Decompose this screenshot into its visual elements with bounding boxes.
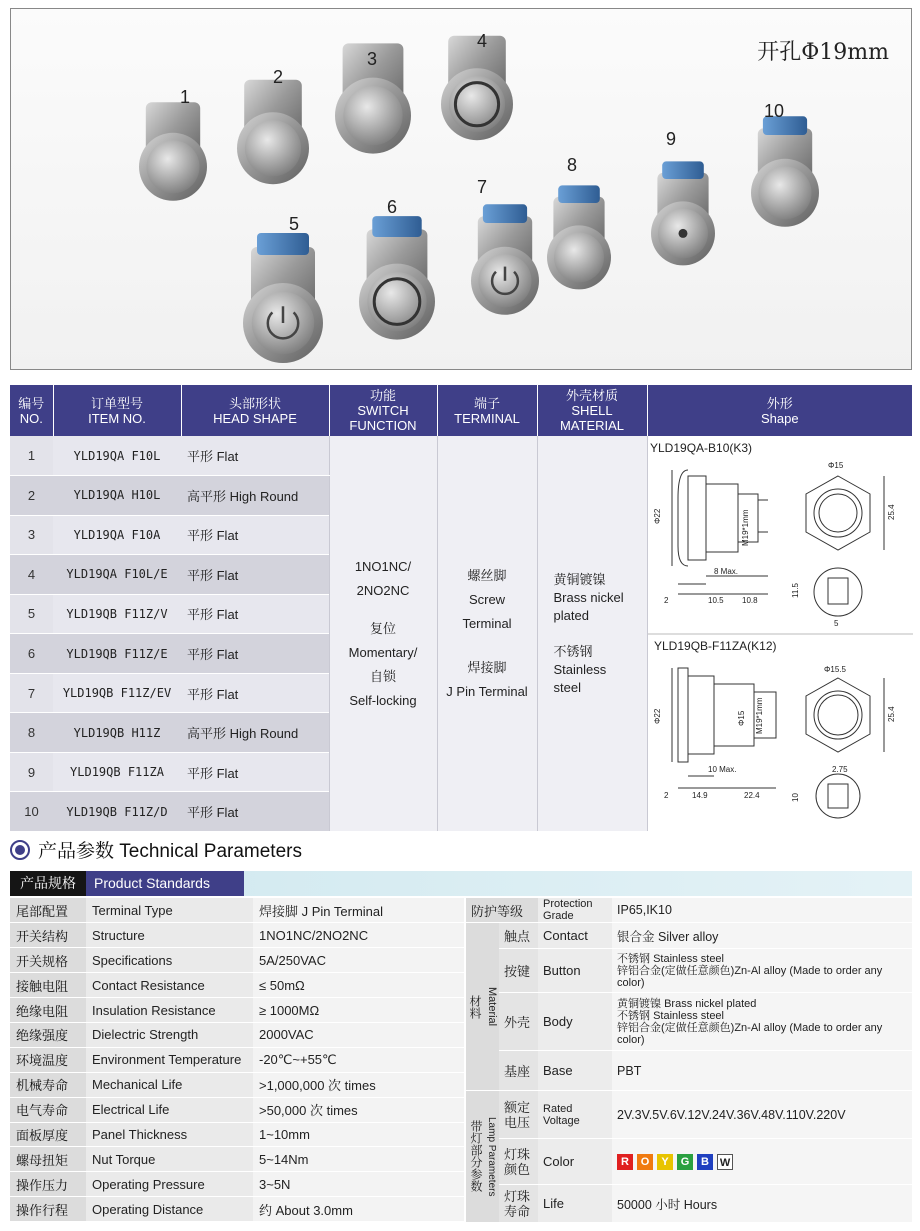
param-value: 2000VAC xyxy=(253,1022,464,1047)
drawing-b-dim-4: 10 Max. xyxy=(707,765,736,774)
param-cn: 螺母扭矩 xyxy=(10,1147,86,1172)
param-cn: 开关规格 xyxy=(10,948,86,973)
body-en: Body xyxy=(538,993,612,1051)
base-en: Base xyxy=(538,1051,612,1091)
row-head-shape: 平形 Flat xyxy=(181,555,329,595)
row-no: 1 xyxy=(10,436,53,476)
param-en: Nut Torque xyxy=(86,1147,253,1172)
color-cn: 灯珠颜色 xyxy=(499,1139,538,1185)
tech-params-heading xyxy=(10,836,302,863)
row-no: 10 xyxy=(10,792,53,832)
row-no: 7 xyxy=(10,673,53,713)
row-item-no: YLD19QB F11Z/D xyxy=(53,792,181,832)
param-en: Terminal Type xyxy=(86,898,253,923)
material-label: 材料 Material xyxy=(466,923,499,1091)
drawing-b-dim-6: 14.9 xyxy=(691,791,708,800)
header-terminal: 端子 TERMINAL xyxy=(437,385,537,436)
param-value: ≤ 50mΩ xyxy=(253,973,464,998)
param-en: Environment Temperature xyxy=(86,1047,253,1072)
color-chips xyxy=(612,1139,912,1185)
banner-cn: 产品规格 xyxy=(10,871,86,896)
param-row xyxy=(10,1022,464,1047)
param-en: Insulation Resistance xyxy=(86,998,253,1023)
param-en: Panel Thickness xyxy=(86,1122,253,1147)
param-cn: 面板厚度 xyxy=(10,1122,86,1147)
param-cn: 绝缘强度 xyxy=(10,1022,86,1047)
drawing-b-dim-5: 2 xyxy=(663,791,668,800)
body-row xyxy=(466,993,912,1051)
row-item-no: YLD19QB F11Z/V xyxy=(53,594,181,634)
voltage-cn: 额定电压 xyxy=(499,1091,538,1139)
header-item-no: 订单型号 ITEM NO. xyxy=(53,385,181,436)
param-cn: 绝缘电阻 xyxy=(10,998,86,1023)
protection-row xyxy=(466,898,912,923)
drawing-b-dim-1: Φ22 xyxy=(652,708,662,724)
param-en: Dielectric Strength xyxy=(86,1022,253,1047)
param-cn: 电气寿命 xyxy=(10,1097,86,1122)
drawing-a-dim-6: 10.8 xyxy=(741,596,758,605)
switch-number-1: 1 xyxy=(180,87,191,107)
lamp-params-label: 带灯部分参数 Lamp Parameters xyxy=(466,1091,499,1223)
contact-en: Contact xyxy=(538,923,612,949)
switch-number-3: 3 xyxy=(367,49,378,69)
row-head-shape: 高平形 High Round xyxy=(181,713,329,753)
param-en: Structure xyxy=(86,923,253,948)
param-cn: 环境温度 xyxy=(10,1047,86,1072)
param-row xyxy=(10,898,464,923)
switch-number-2: 2 xyxy=(273,67,284,87)
param-value: >1,000,000 次 times xyxy=(253,1072,464,1097)
table-row xyxy=(10,436,912,476)
row-head-shape: 平形 Flat xyxy=(181,594,329,634)
button-value: 不锈钢 Stainless steel 锌铝合金(定做任意颜色)Zn-Al alloy (Made to order any color) xyxy=(612,949,912,993)
param-cn: 操作行程 xyxy=(10,1197,86,1222)
drawing-b-dim-0: Φ15.5 xyxy=(823,665,846,674)
product-standards-banner xyxy=(10,871,912,896)
protection-value: IP65,IK10 xyxy=(612,898,912,923)
body-cn: 外壳 xyxy=(499,993,538,1051)
param-row xyxy=(10,1122,464,1147)
param-row xyxy=(10,1172,464,1197)
button-cn: 按键 xyxy=(499,949,538,993)
push-button-switch-5 xyxy=(243,233,323,363)
base-cn: 基座 xyxy=(499,1051,538,1091)
row-head-shape: 平形 Flat xyxy=(181,752,329,792)
param-cn: 机械寿命 xyxy=(10,1072,86,1097)
header-switch-function: 功能 SWITCH FUNCTION xyxy=(329,385,437,436)
color-row xyxy=(466,1139,912,1185)
drawing-a-title: YLD19QA-B10(K3) xyxy=(649,441,752,455)
life-value: 50000 小时 Hours xyxy=(612,1185,912,1223)
param-row xyxy=(10,923,464,948)
row-no: 8 xyxy=(10,713,53,753)
drawing-a-dim-8: 11.5 xyxy=(790,583,800,598)
switch-number-7: 7 xyxy=(477,177,488,197)
param-row xyxy=(10,1047,464,1072)
switch-function-cell: 1NO1NC/ 2NO2NC 复位 Momentary/ 自锁 Self-locking xyxy=(329,436,437,832)
row-head-shape: 平形 Flat xyxy=(181,515,329,555)
row-no: 3 xyxy=(10,515,53,555)
row-head-shape: 高平形 High Round xyxy=(181,476,329,516)
row-no: 2 xyxy=(10,476,53,516)
param-value: 1NO1NC/2NO2NC xyxy=(253,923,464,948)
push-button-switch-8 xyxy=(547,185,611,289)
drawing-a-dim-4: 2 xyxy=(663,596,668,605)
drawing-b-dim-7: 22.4 xyxy=(743,791,760,800)
drawing-a-front-view xyxy=(806,476,884,616)
tech-params-title: 产品参数 Technical Parameters xyxy=(38,841,302,862)
panel-hole-label: 开孔Φ19mm xyxy=(757,40,889,65)
bullet-circle-icon xyxy=(10,840,30,860)
switch-number-8: 8 xyxy=(567,155,578,175)
row-item-no: YLD19QB F11Z/EV xyxy=(53,673,181,713)
param-en: Specifications xyxy=(86,948,253,973)
param-cn: 尾部配置 xyxy=(10,898,86,923)
param-value: -20℃~+55℃ xyxy=(253,1047,464,1072)
voltage-row xyxy=(466,1091,912,1139)
param-value: 焊接脚 J Pin Terminal xyxy=(253,898,464,923)
drawing-a-dim-1: Φ22 xyxy=(652,508,662,524)
base-row xyxy=(466,1051,912,1091)
led-color-chip: R xyxy=(617,1154,633,1170)
param-row xyxy=(10,1197,464,1222)
switch-number-10: 10 xyxy=(764,101,785,121)
row-item-no: YLD19QA F10L xyxy=(53,436,181,476)
param-row xyxy=(10,1072,464,1097)
product-photo-panel xyxy=(10,8,912,370)
row-item-no: YLD19QB H11Z xyxy=(53,713,181,753)
shape-drawing-cell xyxy=(647,436,912,832)
drawing-b-front-view xyxy=(806,678,884,818)
drawing-b-dim-2: Φ15 xyxy=(736,710,746,726)
row-no: 9 xyxy=(10,752,53,792)
param-value: ≥ 1000MΩ xyxy=(253,998,464,1023)
button-row xyxy=(466,949,912,993)
dimension-drawing xyxy=(648,436,913,831)
contact-value: 银合金 Silver alloy xyxy=(612,923,912,949)
param-cn: 开关结构 xyxy=(10,923,86,948)
drawing-a-dim-3: 8 Max. xyxy=(713,567,738,576)
push-button-switch-10 xyxy=(751,116,819,227)
row-no: 4 xyxy=(10,555,53,595)
led-color-chip: Y xyxy=(657,1154,673,1170)
param-row xyxy=(10,948,464,973)
life-en: Life xyxy=(538,1185,612,1223)
drawing-a-dim-2: M19*1mm xyxy=(740,509,750,546)
base-value: PBT xyxy=(612,1051,912,1091)
param-value: 3~5N xyxy=(253,1172,464,1197)
drawing-b-title: YLD19QB-F11ZA(K12) xyxy=(653,639,776,653)
param-en: Contact Resistance xyxy=(86,973,253,998)
switch-number-6: 6 xyxy=(387,197,398,217)
header-shape: 外形 Shape xyxy=(647,385,912,436)
param-row xyxy=(10,973,464,998)
banner-en: Product Standards xyxy=(86,871,244,896)
item-table xyxy=(10,385,912,832)
drawing-a-dim-0: Φ15 xyxy=(827,461,843,470)
param-en: Operating Distance xyxy=(86,1197,253,1222)
param-cn: 操作压力 xyxy=(10,1172,86,1197)
push-button-switch-9 xyxy=(651,161,715,265)
param-en: Mechanical Life xyxy=(86,1072,253,1097)
color-en: Color xyxy=(538,1139,612,1185)
push-button-switch-7 xyxy=(471,204,539,314)
item-table-header xyxy=(10,385,912,436)
led-color-chip: B xyxy=(697,1154,713,1170)
param-value: >50,000 次 times xyxy=(253,1097,464,1122)
row-item-no: YLD19QA H10L xyxy=(53,476,181,516)
life-cn: 灯珠寿命 xyxy=(499,1185,538,1223)
switch-number-9: 9 xyxy=(666,129,677,149)
param-value: 约 About 3.0mm xyxy=(253,1197,464,1222)
protection-cn: 防护等级 xyxy=(466,898,538,923)
terminal-cell: 螺丝脚 Screw Terminal 焊接脚 J Pin Terminal xyxy=(437,436,537,832)
row-item-no: YLD19QA F10A xyxy=(53,515,181,555)
header-shell-material: 外壳材质 SHELL MATERIAL xyxy=(537,385,647,436)
drawing-b-dim-10: 10 xyxy=(790,793,800,802)
row-head-shape: 平形 Flat xyxy=(181,792,329,832)
led-color-chip: G xyxy=(677,1154,693,1170)
push-button-switch-1 xyxy=(139,102,207,201)
drawing-b-dim-9: 2.75 xyxy=(831,765,848,774)
header-no: 编号 NO. xyxy=(10,385,53,436)
drawing-a-dim-7: 25.4 xyxy=(886,504,896,520)
protection-en: Protection Grade xyxy=(538,898,612,923)
shell-material-cell: 黄铜镀镍 Brass nickel plated 不锈钢 Stainless steel xyxy=(537,436,647,832)
param-cn: 接触电阻 xyxy=(10,973,86,998)
switch-number-4: 4 xyxy=(477,31,488,51)
row-item-no: YLD19QA F10L/E xyxy=(53,555,181,595)
param-value: 5A/250VAC xyxy=(253,948,464,973)
row-no: 5 xyxy=(10,594,53,634)
row-no: 6 xyxy=(10,634,53,674)
push-button-switch-6 xyxy=(359,216,435,340)
param-table-right xyxy=(466,898,912,1223)
drawing-b-dim-3: M19*1mm xyxy=(754,697,764,734)
drawing-b-dim-8: 25.4 xyxy=(886,706,896,722)
drawing-a-dim-5: 10.5 xyxy=(707,596,724,605)
param-value: 1~10mm xyxy=(253,1122,464,1147)
life-row xyxy=(466,1185,912,1223)
row-head-shape: 平形 Flat xyxy=(181,436,329,476)
switch-number-5: 5 xyxy=(289,214,300,234)
header-head-shape: 头部形状 HEAD SHAPE xyxy=(181,385,329,436)
param-value: 5~14Nm xyxy=(253,1147,464,1172)
row-head-shape: 平形 Flat xyxy=(181,673,329,713)
switch-photo-illustration xyxy=(11,9,912,370)
param-row xyxy=(10,1097,464,1122)
drawing-a-dim-9: 5 xyxy=(833,619,838,628)
row-item-no: YLD19QB F11ZA xyxy=(53,752,181,792)
led-color-chip: O xyxy=(637,1154,653,1170)
voltage-value: 2V.3V.5V.6V.12V.24V.36V.48V.110V.220V xyxy=(612,1091,912,1139)
push-button-switch-2 xyxy=(237,80,309,184)
row-head-shape: 平形 Flat xyxy=(181,634,329,674)
param-row xyxy=(10,1147,464,1172)
param-table-left xyxy=(10,898,464,1222)
row-item-no: YLD19QB F11Z/E xyxy=(53,634,181,674)
body-value: 黄铜镀镍 Brass nickel plated 不锈钢 Stainless steel 锌铝合金(定做任意颜色)Zn-Al alloy (Made to order any color) xyxy=(612,993,912,1051)
param-row xyxy=(10,998,464,1023)
param-en: Operating Pressure xyxy=(86,1172,253,1197)
param-en: Electrical Life xyxy=(86,1097,253,1122)
led-color-chip: W xyxy=(717,1154,733,1170)
contact-cn: 触点 xyxy=(499,923,538,949)
contact-row xyxy=(466,923,912,949)
voltage-en: Rated Voltage xyxy=(538,1091,612,1139)
button-en: Button xyxy=(538,949,612,993)
